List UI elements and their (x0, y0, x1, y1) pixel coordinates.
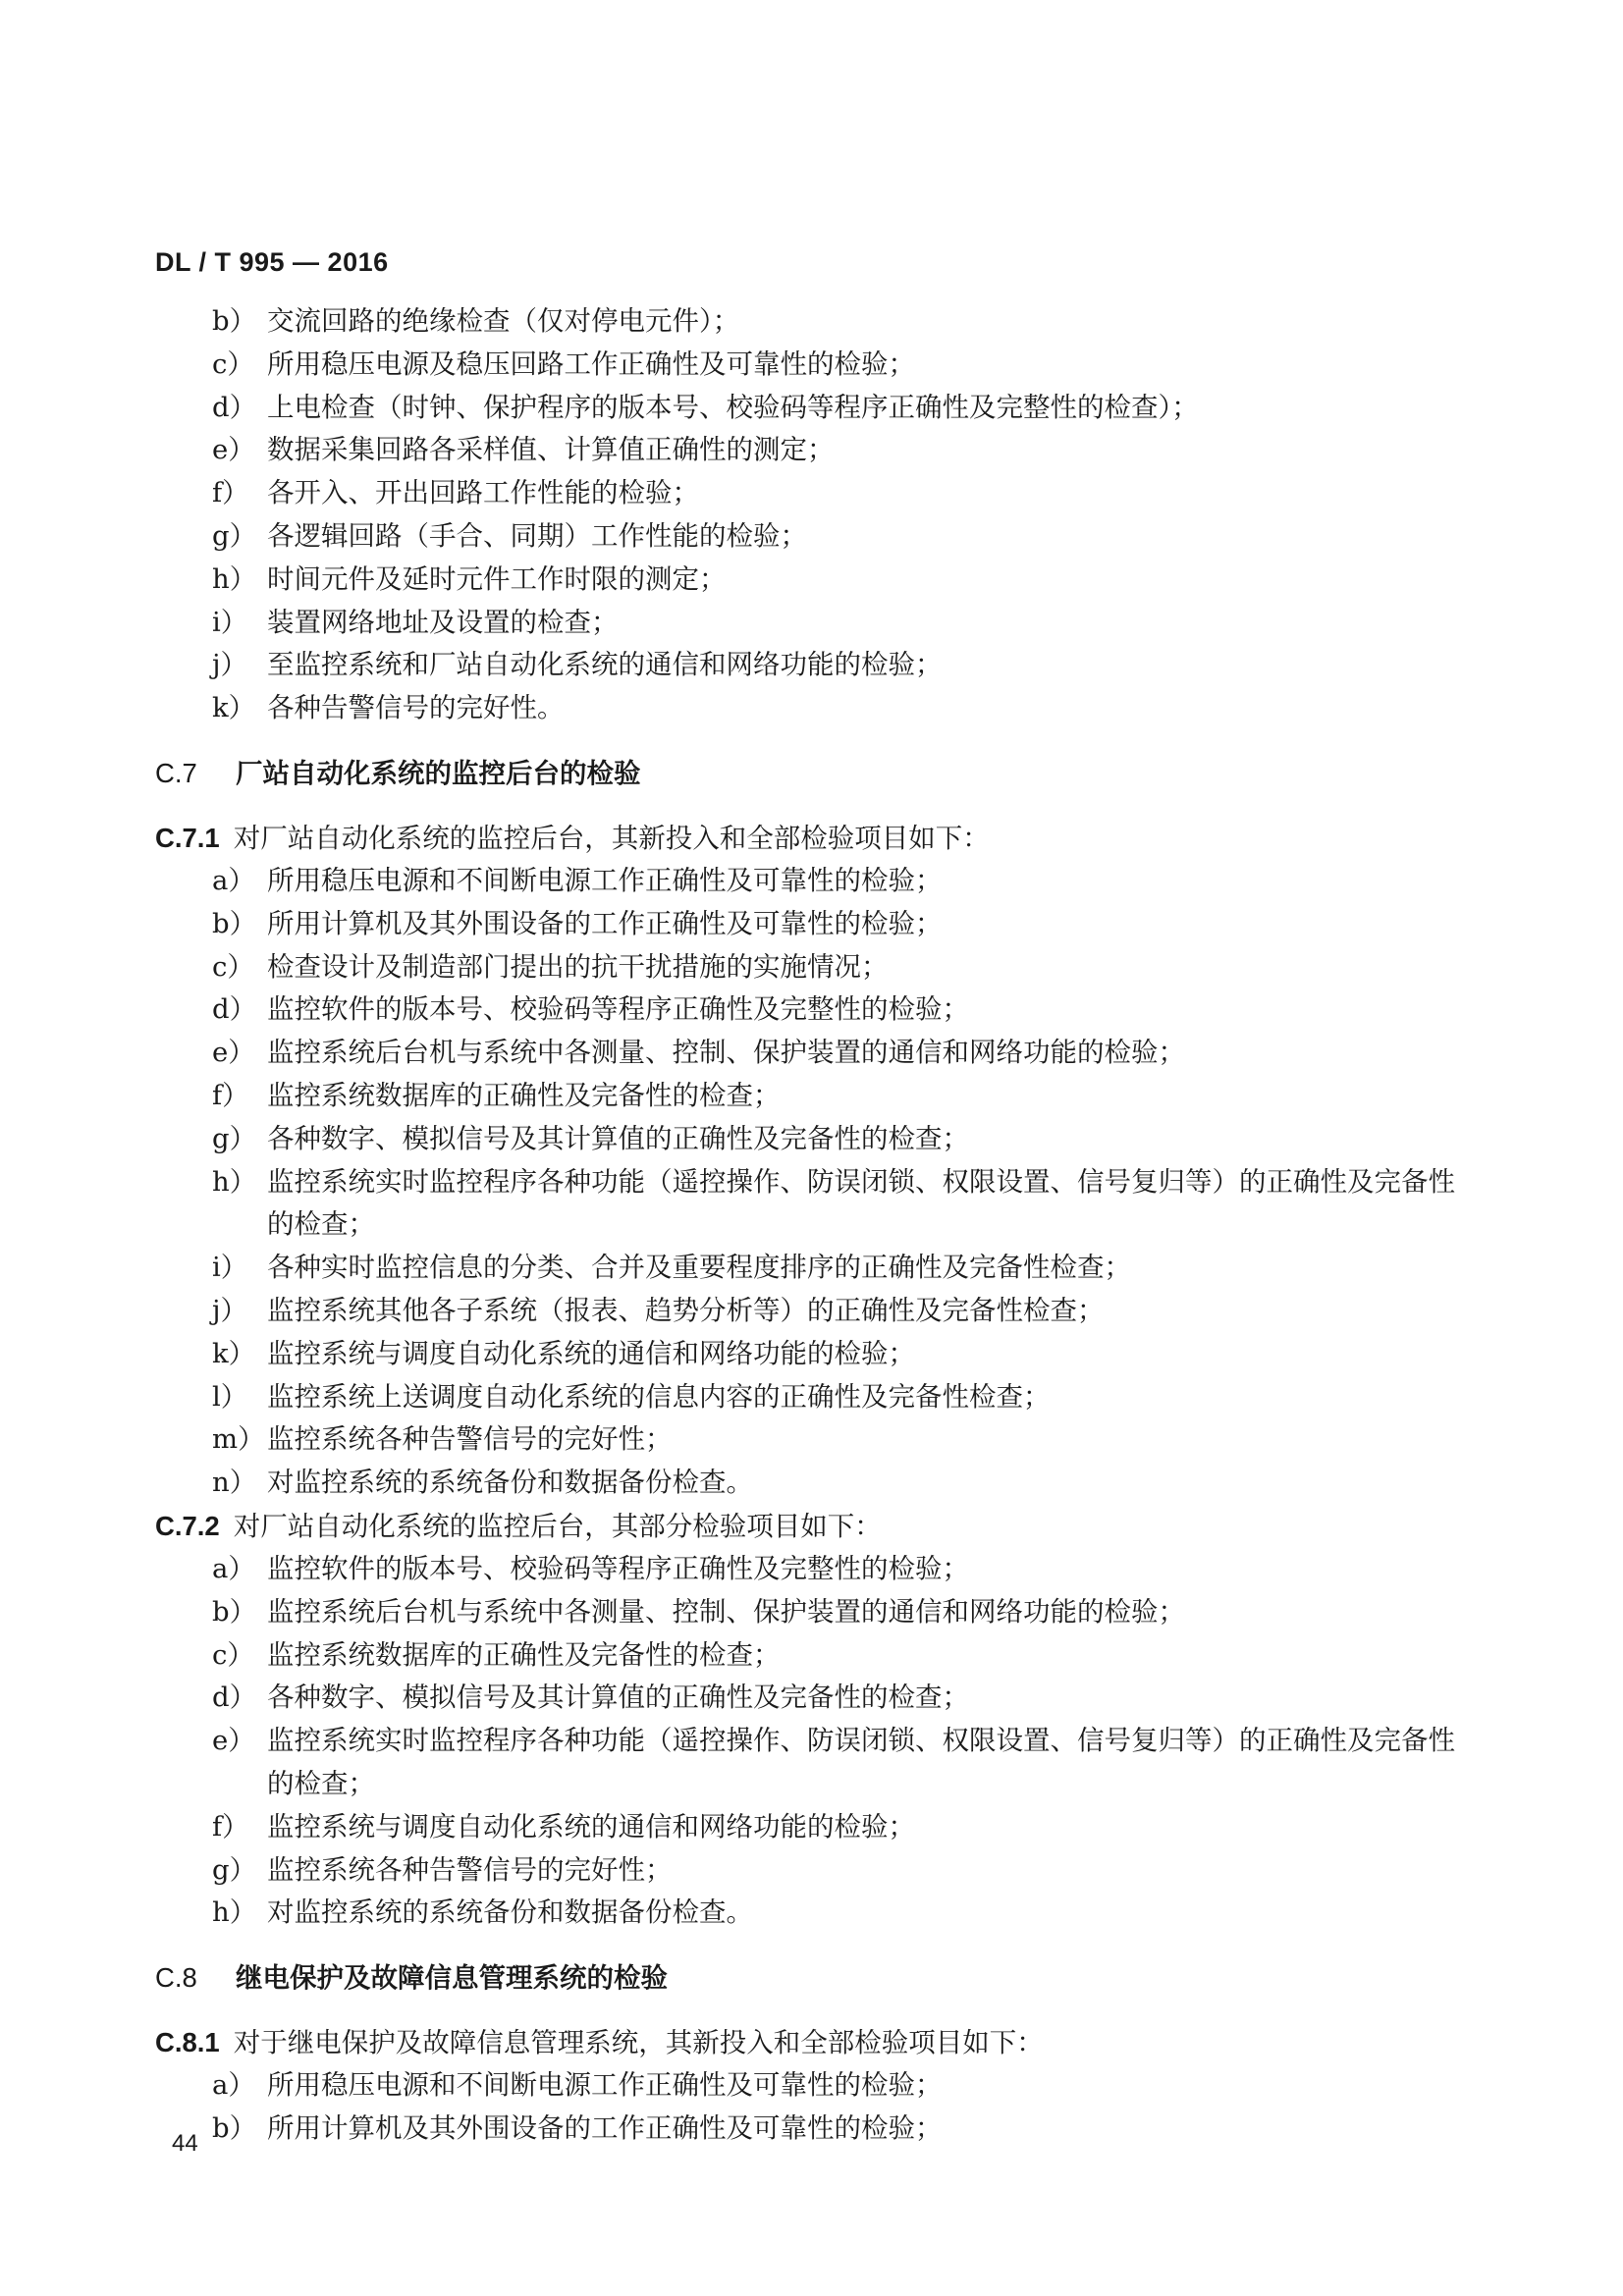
list-item-label: i） (212, 606, 248, 638)
list-item (0, 1591, 1623, 1634)
list-item (0, 1161, 1623, 1248)
list-item-text: 所用稳压电源和不间断电源工作正确性及可靠性的检验； (267, 864, 943, 896)
list-item (0, 515, 1623, 559)
list-item (0, 1849, 1623, 1893)
section-title: 继电保护及故障信息管理系统的检验 (236, 1962, 668, 1994)
list-item (0, 860, 1623, 903)
list-item-label: l） (212, 1380, 248, 1413)
list-item-text: 监控软件的版本号、校验码等程序正确性及完整性的检验； (267, 993, 969, 1026)
list-item (0, 300, 1623, 344)
list-item-text: 交流回路的绝缘检查（仅对停电元件）； (267, 305, 740, 337)
list-item (0, 1376, 1623, 1419)
list-item-text: 监控系统上送调度自动化系统的信息内容的正确性及完备性检查； (267, 1380, 1051, 1413)
list-item-text: 各种告警信号的完好性。 (267, 692, 565, 724)
list-item-text: 所用稳压电源和不间断电源工作正确性及可靠性的检验； (267, 2069, 943, 2102)
list-item (0, 988, 1623, 1032)
list-item-text: 上电检查（时钟、保护程序的版本号、校验码等程序正确性及完整性的检查）； (267, 391, 1199, 423)
list-item-text: 各种数字、模拟信号及其计算值的正确性及完备性的检查； (267, 1122, 969, 1154)
clause-number: C.8.1 (155, 2027, 220, 2058)
list-item (0, 2064, 1623, 2108)
list-item-label: g） (212, 519, 257, 552)
list-item-label: f） (212, 1079, 249, 1111)
list-item (0, 1032, 1623, 1075)
list-item-label: k） (212, 692, 256, 724)
list-item-label: e） (212, 1725, 255, 1757)
list-item-text: 监控系统数据库的正确性及完备性的检查； (267, 1638, 781, 1671)
list-item-text: 各开入、开出回路工作性能的检验； (267, 477, 699, 509)
list-item-label: d） (212, 1682, 257, 1714)
list-item-text: 监控系统实时监控程序各种功能（遥控操作、防误闭锁、权限设置、信号复归等）的正确性及完备性的检查； (267, 1725, 1455, 1799)
clause-number: C.7.1 (155, 822, 220, 853)
list-item-label: c） (212, 1638, 254, 1671)
list-item (0, 2108, 1623, 2151)
list-item-text: 所用稳压电源及稳压回路工作正确性及可靠性的检验； (267, 347, 915, 380)
list-item (0, 1247, 1623, 1290)
list-item (0, 946, 1623, 989)
list-item-text: 各逻辑回路（手合、同期）工作性能的检验； (267, 519, 807, 552)
list-item (0, 1677, 1623, 1720)
list-item-text: 监控系统后台机与系统中各测量、控制、保护装置的通信和网络功能的检验； (267, 1595, 1185, 1628)
list-item-label: b） (212, 907, 257, 939)
list-item-text: 对监控系统的系统备份和数据备份检查。 (267, 1467, 753, 1499)
list-item-label: d） (212, 391, 257, 423)
list-item (0, 472, 1623, 515)
list-item-text: 监控系统实时监控程序各种功能（遥控操作、防误闭锁、权限设置、信号复归等）的正确性及完备性的检查； (267, 1165, 1455, 1241)
list-item (0, 1892, 1623, 1935)
list-item (0, 1634, 1623, 1678)
list-item (0, 1075, 1623, 1118)
list-item (0, 1806, 1623, 1849)
list-item-label: k） (212, 1337, 256, 1369)
list-item-text: 对监控系统的系统备份和数据备份检查。 (267, 1896, 753, 1929)
list-item (0, 1418, 1623, 1462)
list-item-label: b） (212, 2111, 257, 2144)
list-item-text: 监控软件的版本号、校验码等程序正确性及完整性的检验； (267, 1552, 969, 1584)
list-item (0, 1333, 1623, 1376)
list-item (0, 1462, 1623, 1505)
list-item-text: 所用计算机及其外围设备的工作正确性及可靠性的检验； (267, 907, 943, 939)
list-item-text: 监控系统后台机与系统中各测量、控制、保护装置的通信和网络功能的检验； (267, 1037, 1185, 1069)
section-c8-heading (0, 1956, 1623, 2000)
list-item-label: a） (212, 1552, 255, 1584)
list-item-label: g） (212, 1853, 257, 1886)
list-item-text: 装置网络地址及设置的检查； (267, 606, 619, 638)
list-item-label: a） (212, 2069, 255, 2102)
list-item (0, 903, 1623, 946)
list-item-text: 监控系统与调度自动化系统的通信和网络功能的检验； (267, 1337, 915, 1369)
list-item-label: i） (212, 1252, 248, 1284)
list-item (0, 1118, 1623, 1161)
list-item-label: f） (212, 477, 249, 509)
list-item (0, 687, 1623, 730)
list-item-label: h） (212, 1165, 257, 1198)
clause-c7-1 (0, 817, 1623, 860)
list-item-label: n） (212, 1467, 257, 1499)
list-item (0, 344, 1623, 387)
list-item-label: h） (212, 562, 257, 595)
list-item-label: d） (212, 993, 257, 1026)
list-item-text: 监控系统其他各子系统（报表、趋势分析等）的正确性及完备性检查； (267, 1294, 1105, 1326)
list-item-label: j） (212, 1294, 248, 1326)
list-item-label: f） (212, 1810, 249, 1842)
list-item-text: 各种数字、模拟信号及其计算值的正确性及完备性的检查； (267, 1682, 969, 1714)
list-item (0, 1548, 1623, 1591)
list-item-text: 监控系统数据库的正确性及完备性的检查； (267, 1079, 781, 1111)
list-3 (0, 1548, 1623, 1935)
list-item (0, 1720, 1623, 1806)
list-item (0, 1290, 1623, 1333)
clause-text: 对厂站自动化系统的监控后台，其部分检验项目如下： (233, 1510, 882, 1542)
list-4 (0, 2064, 1623, 2151)
list-item-text: 所用计算机及其外围设备的工作正确性及可靠性的检验； (267, 2111, 943, 2144)
list-item-text: 各种实时监控信息的分类、合并及重要程度排序的正确性及完备性检查； (267, 1252, 1131, 1284)
list-item-label: e） (212, 434, 255, 466)
section-number: C.8 (155, 1962, 197, 1994)
list-item-label: c） (212, 950, 254, 983)
list-item-label: m） (212, 1423, 265, 1456)
clause-c8-1 (0, 2021, 1623, 2064)
clause-text: 对于继电保护及故障信息管理系统，其新投入和全部检验项目如下： (233, 2027, 1044, 2059)
clause-number: C.7.2 (155, 1510, 220, 1541)
list-item-text: 监控系统各种告警信号的完好性； (267, 1423, 673, 1456)
list-item-text: 监控系统与调度自动化系统的通信和网络功能的检验； (267, 1810, 915, 1842)
page-number: 44 (172, 2130, 198, 2157)
section-title: 厂站自动化系统的监控后台的检验 (236, 757, 641, 788)
section-number: C.7 (155, 757, 197, 788)
page-content (0, 300, 1623, 2151)
list-item-label: c） (212, 347, 254, 380)
list-item (0, 644, 1623, 687)
list-item-text: 数据采集回路各采样值、计算值正确性的测定； (267, 434, 835, 466)
list-item (0, 559, 1623, 602)
list-item (0, 602, 1623, 645)
clause-text: 对厂站自动化系统的监控后台，其新投入和全部检验项目如下： (233, 822, 990, 854)
list-item (0, 387, 1623, 430)
list-item-text: 时间元件及延时元件工作时限的测定； (267, 562, 727, 595)
list-item-label: b） (212, 1595, 257, 1628)
document-header: DL / T 995 — 2016 (155, 247, 389, 277)
list-item-label: e） (212, 1037, 255, 1069)
list-item-label: h） (212, 1896, 257, 1929)
list-item-label: a） (212, 864, 255, 896)
clause-c7-2 (0, 1505, 1623, 1548)
section-c7-heading (0, 752, 1623, 795)
list-item-label: j） (212, 649, 248, 681)
list-item-text: 检查设计及制造部门提出的抗干扰措施的实施情况； (267, 950, 889, 983)
list-item-text: 监控系统各种告警信号的完好性； (267, 1853, 673, 1886)
list-item-text: 至监控系统和厂站自动化系统的通信和网络功能的检验； (267, 649, 943, 681)
list-item (0, 429, 1623, 472)
list-item-label: g） (212, 1122, 257, 1154)
list-item-label: b） (212, 305, 257, 337)
list-2 (0, 860, 1623, 1505)
list-1 (0, 300, 1623, 730)
